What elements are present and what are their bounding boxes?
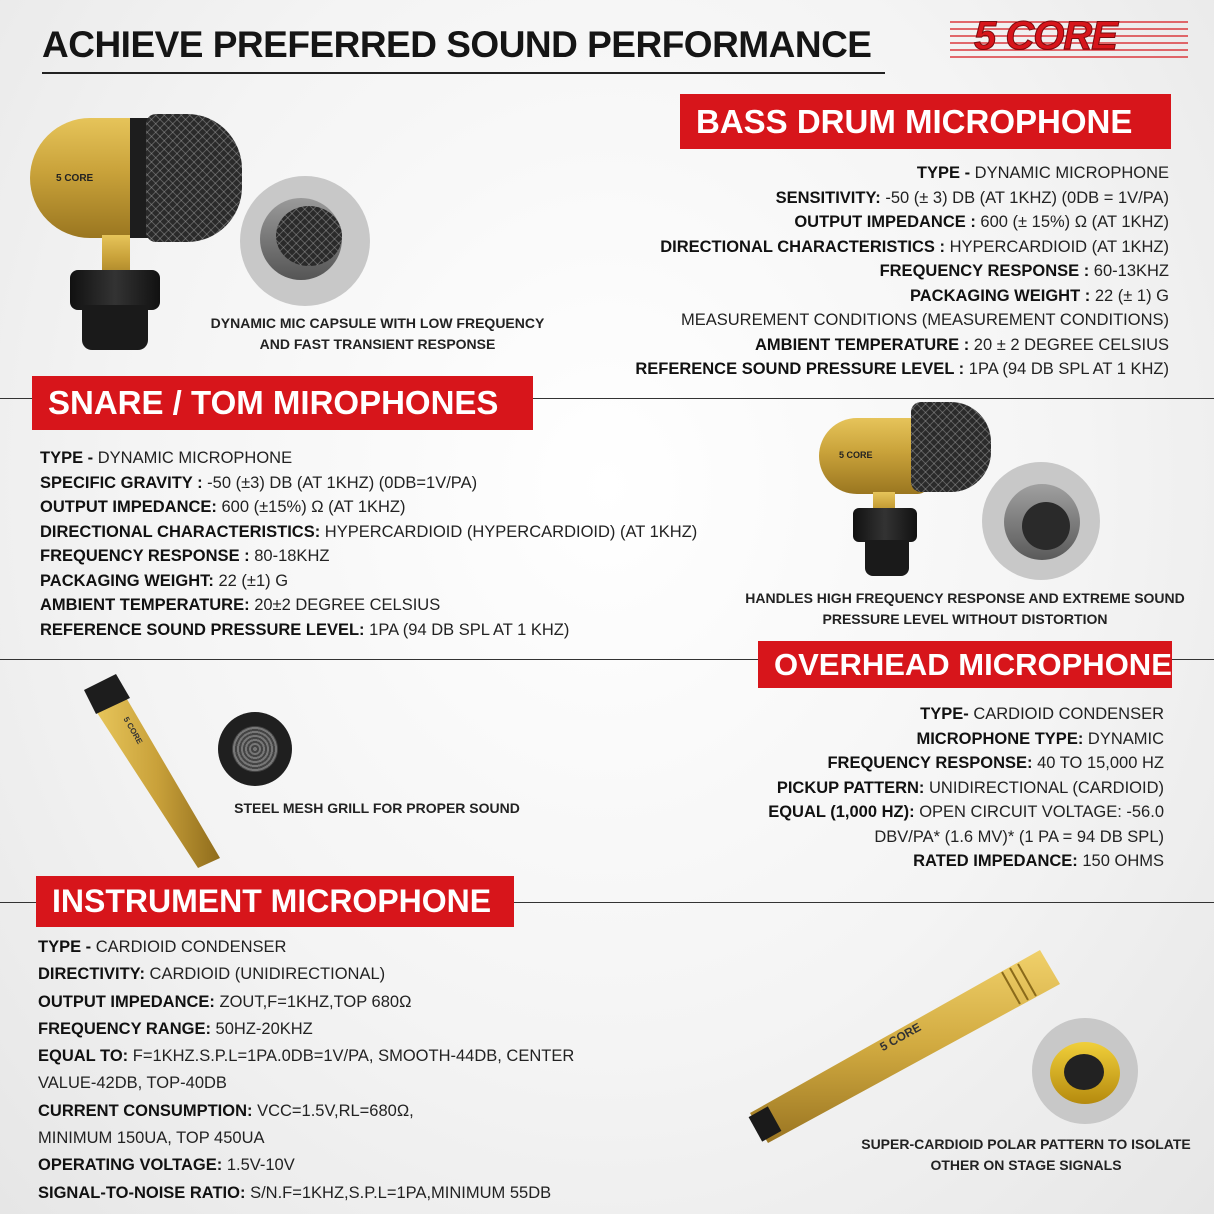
page-title: ACHIEVE PREFERRED SOUND PERFORMANCE: [42, 24, 872, 65]
spec-row: [40, 446, 697, 471]
spec-row: [38, 1152, 574, 1179]
spec-label: MICROPHONE TYPE:: [916, 729, 1088, 748]
spec-row: [40, 544, 697, 569]
spec-row: [38, 934, 574, 961]
spec-value: 20 ± 2 DEGREE CELSIUS: [973, 335, 1169, 354]
spec-row: [768, 849, 1164, 874]
bass-drum-caption: [200, 313, 555, 355]
spec-label: TYPE -: [916, 164, 975, 182]
mic-badge: 5 CORE: [839, 450, 873, 460]
spec-row: [38, 1016, 574, 1043]
caption-line: SUPER-CARDIOID POLAR PATTERN TO ISOLATE: [861, 1136, 1191, 1152]
spec-label: REFERENCE SOUND PRESSURE LEVEL:: [40, 620, 370, 639]
snare-tom-heading-text: SNARE / TOM MIROPHONES: [48, 384, 499, 421]
mic-badge: 5 CORE: [877, 1020, 924, 1054]
spec-row: [38, 989, 574, 1016]
spec-value: ZOUT,F=1KHZ,TOP 680Ω: [219, 992, 412, 1011]
spec-label: SIGNAL-TO-NOISE RATIO:: [38, 1183, 251, 1202]
spec-value: CARDIOID (UNIDIRECTIONAL): [149, 965, 386, 984]
spec-row: [768, 776, 1164, 801]
spec-value: 1PA (94 DB SPL AT 1 KHZ): [369, 620, 570, 639]
spec-value: VCC=1.5V,RL=680Ω,: [257, 1101, 414, 1120]
caption-line: HANDLES HIGH FREQUENCY RESPONSE AND EXTREME SOUND: [745, 590, 1185, 606]
caption-line: DYNAMIC MIC CAPSULE WITH LOW FREQUENCY: [210, 315, 545, 331]
spec-label: TYPE -: [38, 938, 96, 956]
bass-drum-heading: [680, 94, 1171, 149]
spec-row: [768, 825, 1164, 850]
spec-value: DBV/PA* (1.6 MV)* (1 PA = 94 DB SPL): [874, 827, 1164, 846]
spec-value: 20±2 DEGREE CELSIUS: [254, 596, 441, 614]
spec-label: FREQUENCY RESPONSE :: [40, 547, 255, 565]
spec-row: [38, 1125, 574, 1152]
bass-drum-capsule-image: [240, 176, 370, 306]
spec-label: DIRECTIVITY:: [38, 965, 150, 984]
spec-row: [635, 333, 1169, 358]
spec-value: VALUE-42DB, TOP-40DB: [38, 1074, 227, 1093]
spec-value: DYNAMIC MICROPHONE: [97, 449, 293, 467]
spec-label: FREQUENCY RESPONSE :: [879, 262, 1094, 280]
snare-tom-specs: [40, 446, 697, 642]
spec-row: [768, 702, 1164, 727]
caption-line: PRESSURE LEVEL WITHOUT DISTORTION: [822, 611, 1108, 627]
snare-tom-heading: [32, 376, 533, 430]
spec-row: [768, 751, 1164, 776]
spec-value: -50 (±3) DB (AT 1KHZ) (0DB=1V/PA): [207, 473, 478, 492]
spec-label: FREQUENCY RANGE:: [38, 1019, 216, 1038]
spec-row: [635, 308, 1169, 333]
spec-row: [635, 357, 1169, 382]
overhead-heading-text: OVERHEAD MICROPHONE: [774, 646, 1172, 682]
spec-row: [635, 161, 1169, 186]
spec-value: 40 TO 15,000 HZ: [1037, 754, 1164, 772]
spec-label: SENSITIVITY:: [775, 188, 886, 207]
spec-value: 1PA (94 DB SPL AT 1 KHZ): [968, 360, 1169, 378]
spec-value: HYPERCARDIOID (AT 1KHZ): [949, 237, 1169, 256]
spec-value: HYPERCARDIOID (HYPERCARDIOID) (AT 1KHZ): [324, 522, 698, 541]
spec-label: DIRECTIONAL CHARACTERISTICS :: [660, 237, 950, 256]
snare-tom-capsule-image: [982, 462, 1100, 580]
instrument-mic-image: [740, 938, 1070, 1148]
spec-label: TYPE -: [40, 449, 98, 467]
snare-tom-caption: [730, 588, 1200, 630]
spec-label: REFERENCE SOUND PRESSURE LEVEL :: [635, 360, 969, 378]
spec-value: OPEN CIRCUIT VOLTAGE: -56.0: [919, 803, 1164, 821]
spec-row: [40, 569, 697, 594]
spec-label: AMBIENT TEMPERATURE:: [40, 596, 255, 614]
spec-row: [38, 1180, 574, 1207]
spec-value: 1.5V-10V: [226, 1156, 295, 1175]
spec-value: 80-18KHZ: [254, 547, 330, 565]
spec-value: 22 (±1) G: [218, 571, 289, 590]
spec-value: CARDIOID CONDENSER: [95, 938, 287, 956]
spec-value: 150 OHMS: [1082, 852, 1164, 870]
spec-label: EQUAL (1,000 HZ):: [768, 803, 920, 821]
spec-label: CURRENT CONSUMPTION:: [38, 1101, 258, 1120]
bass-drum-heading-text: BASS DRUM MICROPHONE: [696, 102, 1133, 140]
spec-value: MINIMUM 150UA, TOP 450UA: [38, 1129, 265, 1148]
spec-row: [40, 593, 697, 618]
instrument-capsule-image: [1032, 1018, 1138, 1124]
spec-label: EQUAL TO:: [38, 1047, 133, 1066]
spec-label: FREQUENCY RESPONSE:: [827, 754, 1038, 772]
snare-tom-mic-image: [815, 400, 995, 580]
spec-value: MEASUREMENT CONDITIONS (MEASUREMENT CONDITIONS): [681, 311, 1169, 329]
spec-value: DYNAMIC MICROPHONE: [974, 164, 1169, 182]
spec-label: DIRECTIONAL CHARACTERISTICS:: [40, 522, 325, 541]
spec-row: [40, 471, 697, 496]
spec-value: 22 (± 1) G: [1094, 286, 1169, 305]
spec-label: PICKUP PATTERN:: [776, 778, 930, 797]
caption-line: OTHER ON STAGE SIGNALS: [930, 1157, 1122, 1173]
overhead-caption: STEEL MESH GRILL FOR PROPER SOUND: [234, 800, 520, 816]
overhead-heading: [758, 641, 1172, 688]
spec-value: 600 (± 15%) Ω (AT 1KHZ): [980, 213, 1169, 231]
spec-value: UNIDIRECTIONAL (CARDIOID): [929, 778, 1164, 797]
spec-label: TYPE-: [920, 705, 974, 723]
spec-row: [635, 259, 1169, 284]
spec-label: PACKAGING WEIGHT :: [909, 286, 1095, 305]
spec-value: S/N.F=1KHZ,S.P.L=1PA,MINIMUM 55DB: [250, 1183, 552, 1202]
spec-row: [38, 961, 574, 988]
overhead-specs: [768, 702, 1164, 874]
bass-drum-specs: [635, 161, 1169, 382]
spec-label: RATED IMPEDANCE:: [913, 852, 1083, 870]
spec-value: DYNAMIC: [1087, 729, 1164, 748]
spec-value: 600 (±15%) Ω (AT 1KHZ): [221, 498, 406, 516]
spec-row: [768, 800, 1164, 825]
spec-value: CARDIOID CONDENSER: [973, 705, 1164, 723]
spec-label: OUTPUT IMPEDANCE :: [794, 213, 981, 231]
spec-label: OPERATING VOLTAGE:: [38, 1156, 227, 1175]
instrument-specs: [38, 934, 574, 1207]
spec-row: [635, 186, 1169, 211]
spec-row: [38, 1043, 574, 1070]
instrument-heading-text: INSTRUMENT MICROPHONE: [52, 883, 492, 919]
spec-value: -50 (± 3) DB (AT 1KHZ) (0DB = 1V/PA): [885, 188, 1169, 207]
instrument-heading: [36, 876, 514, 927]
spec-row: [40, 520, 697, 545]
spec-row: [38, 1098, 574, 1125]
mic-badge: 5 CORE: [121, 715, 145, 746]
title-underline: [42, 72, 885, 74]
spec-row: [40, 495, 697, 520]
spec-row: [635, 235, 1169, 260]
spec-value: 60-13KHZ: [1093, 262, 1169, 280]
spec-row: [40, 618, 697, 643]
spec-row: [38, 1070, 574, 1097]
spec-label: AMBIENT TEMPERATURE :: [755, 335, 974, 354]
brand-logo: [950, 16, 1188, 60]
spec-row: [768, 727, 1164, 752]
caption-line: AND FAST TRANSIENT RESPONSE: [259, 336, 496, 352]
spec-row: [635, 210, 1169, 235]
spec-value: 50HZ-20KHZ: [215, 1019, 313, 1038]
spec-label: OUTPUT IMPEDANCE:: [38, 992, 220, 1011]
spec-label: OUTPUT IMPEDANCE:: [40, 498, 222, 516]
instrument-caption: [840, 1134, 1212, 1176]
mic-badge: 5 CORE: [56, 173, 94, 184]
brand-logo-text: 5 CORE: [974, 14, 1117, 58]
spec-row: [635, 284, 1169, 309]
spec-label: PACKAGING WEIGHT:: [40, 571, 219, 590]
spec-value: F=1KHZ.S.P.L=1PA.0DB=1V/PA, SMOOTH-44DB, CENTER: [132, 1047, 575, 1066]
steel-mesh-grill-image: [218, 712, 292, 786]
spec-label: SPECIFIC GRAVITY :: [40, 473, 208, 492]
overhead-mic-image: [80, 668, 240, 878]
